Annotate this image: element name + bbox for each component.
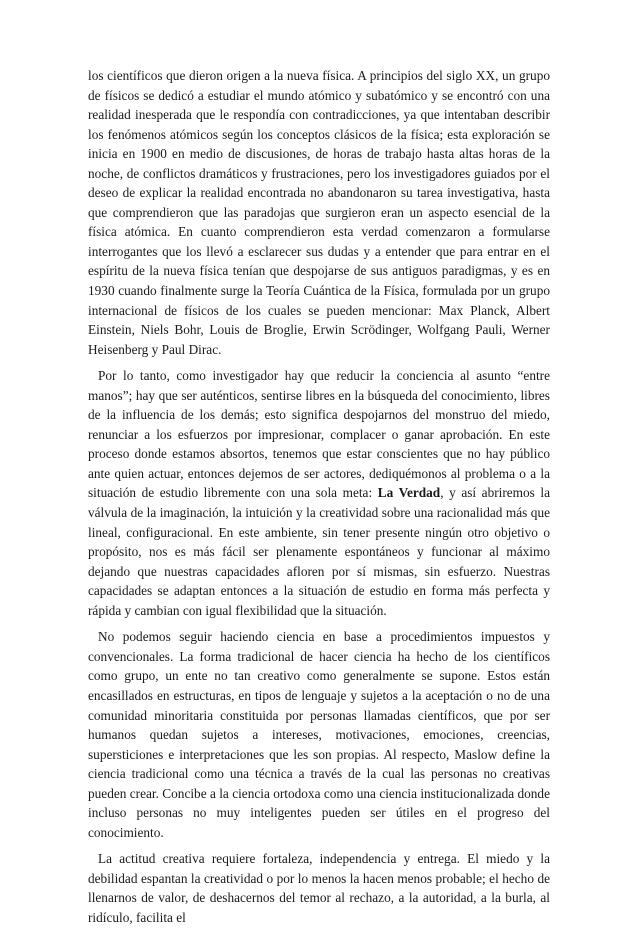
paragraph-quantum-theory: los científicos que dieron origen a la nueva física. A principios del siglo XX, un grupo de físicos se dedicó a estudiar el mundo atómico y subatómico y se encontró con una realidad inesperada que le respondía con contradicciones, ya que intentaban describir los fenómenos atómicos según los conceptos clásicos de la física; esta exploración se inicia en 1900 en medio de discusiones, de horas de trabajo hasta altas horas de la noche, de conflictos dramáticos y frustraciones, pero los investigadores guiados por el deseo de explicar la realidad encontrada no abandonaron su tarea investigativa, hasta que comprendieron que las paradojas que surgieron eran un aspecto esencial de la física atómica. En cuanto comprendieron esta verdad comenzaron a formularse interrogantes que los llevó a esclarecer sus dudas y a entender que para entrar en el espíritu de la nueva física tenían que despojarse de sus antiguos paradigmas, y es en 1930 cuando finalmente surge la Teoría Cuántica de la Física, formulada por un grupo internacional de físicos de los cuales se pueden mencionar: Max Planck, Albert Einstein, Niels Bohr, Louis de Broglie, Erwin Scrödinger, Wolfgang Pauli, Werner Heisenberg y Paul Dirac.	[88, 68, 550, 357]
document-page	[88, 66, 550, 928]
paragraph-creative-attitude: La actitud creativa requiere fortaleza, independencia y entrega. El miedo y la debilidad espantan la creatividad o por lo menos la hacen menos probable; el hecho de llenarnos de valor, de deshacernos del temor al rechazo, a la autoridad, a la burla, al ridículo, facilita el	[88, 851, 550, 925]
paragraph-text-before: Por lo tanto, como investigador hay que reducir la conciencia al asunto “entre manos”; hay que ser auténticos, sentirse libres en la búsqueda del conocimiento, libres de la influencia de los demás; esto significa despojarnos del monstruo del miedo, renunciar a los esfuerzos por impresionar, complacer o ganar aprobación. En este proceso donde estamos absortos, tenemos que estar conscientes que no hay público ante quien actuar, entonces dejemos de ser actores, dediquémonos al problema o a la situación de estudio libremente con una sola meta:	[88, 368, 550, 501]
paragraph-text-after: , y así abriremos la válvula de la imaginación, la intuición y la creatividad sobre una racionalidad más que lineal, configuracional. En este ambiente, sin tener presente ningún otro objetivo o propósito, nos es más fácil ser plenamente espontáneos y funcionar al máximo dejando que nuestras capacidades afloren por sí mismas, sin esfuerzo. Nuestras capacidades se adaptan entonces a la situación de estudio en forma más perfecta y rápida y cambian con igual flexibilidad que la situación.	[88, 485, 550, 618]
paragraph-traditional-science: No podemos seguir haciendo ciencia en base a procedimientos impuestos y convencionales. La forma tradicional de hacer ciencia ha hecho de los científicos como grupo, un ente no tan creativo como generalmente se supone. Estos están encasillados en estructuras, en tipos de lenguaje y sujetos a la aceptación o no de una comunidad minoritaria constituida por personas llamadas científicos, que por ser humanos quedan sujetos a intereses, motivaciones, emociones, creencias, supersticiones e interpretaciones que les son propias. Al respecto, Maslow define la ciencia tradicional como una técnica a través de la cual las personas no creativas pueden crear. Concibe a la ciencia ortodoxa como una ciencia institucionalizada donde incluso personas no muy inteligentes pueden ser útiles en el progreso del conocimiento.	[88, 629, 550, 840]
paragraph-researcher-attitude	[88, 366, 550, 620]
bold-term-la-verdad: La Verdad	[377, 485, 441, 501]
